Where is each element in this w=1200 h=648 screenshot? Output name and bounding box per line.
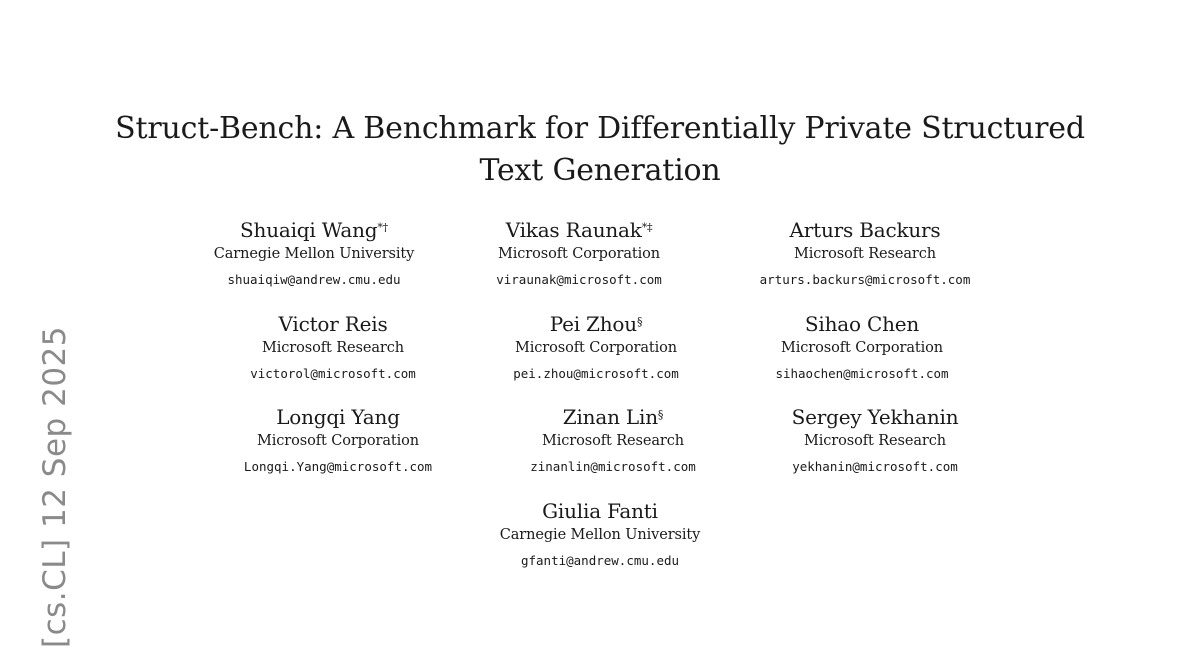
author-footnote-marks: *‡ [641, 221, 653, 234]
author-block [792, 404, 959, 482]
author-block [760, 217, 971, 295]
author-affiliation: Microsoft Research [804, 433, 946, 449]
author-email[interactable]: gfanti@andrew.cmu.edu [520, 553, 680, 568]
author-email[interactable]: arturs.backurs@microsoft.com [759, 272, 971, 287]
author-block [244, 404, 432, 482]
author-name: Sihao Chen [804, 312, 920, 336]
author-affiliation: Microsoft Research [261, 340, 404, 356]
author-name: Victor Reis [278, 312, 388, 336]
author-email[interactable]: victorol@microsoft.com [250, 366, 416, 381]
author-block [496, 217, 662, 295]
author-footnote-marks: § [636, 315, 643, 328]
author-email[interactable]: Longqi.Yang@microsoft.com [243, 459, 433, 474]
author-email[interactable]: pei.zhou@microsoft.com [513, 366, 679, 381]
author-email[interactable]: shuaiqiw@andrew.cmu.edu [227, 272, 401, 287]
author-name: Giulia Fanti [542, 499, 658, 523]
author-block [530, 404, 696, 482]
author-name: Pei Zhou§ [549, 312, 643, 336]
author-block [775, 311, 948, 389]
author-email[interactable]: yekhanin@microsoft.com [792, 459, 958, 474]
author-email[interactable]: sihaochen@microsoft.com [775, 366, 949, 381]
author-name: Shuaiqi Wang*† [240, 218, 388, 242]
author-name: Longqi Yang [276, 405, 400, 429]
author-affiliation: Microsoft Research [541, 433, 684, 449]
author-name: Zinan Lin§ [562, 405, 664, 429]
author-block [500, 498, 700, 576]
author-name: Sergey Yekhanin [791, 405, 959, 429]
author-email[interactable]: zinanlin@microsoft.com [530, 459, 696, 474]
author-block [513, 311, 679, 389]
author-affiliation: Microsoft Corporation [780, 340, 944, 356]
author-name: Arturs Backurs [789, 218, 941, 242]
author-affiliation: Microsoft Corporation [514, 340, 678, 356]
author-affiliation: Microsoft Corporation [256, 433, 420, 449]
author-affiliation: Microsoft Corporation [497, 246, 661, 262]
title-line-2: Text Generation [479, 153, 721, 188]
author-block [214, 217, 414, 295]
author-affiliation: Carnegie Mellon University [499, 527, 701, 543]
paper-title [0, 108, 1200, 192]
arxiv-stamp: [cs.CL] 12 Sep 2025 [37, 326, 73, 648]
author-affiliation: Carnegie Mellon University [213, 246, 415, 262]
author-email[interactable]: viraunak@microsoft.com [496, 272, 662, 287]
author-block [250, 311, 416, 389]
author-name: Vikas Raunak*‡ [505, 218, 653, 242]
author-affiliation: Microsoft Research [794, 246, 936, 262]
title-line-1: Struct-Bench: A Benchmark for Differentially Private Structured [115, 111, 1085, 146]
author-footnote-marks: § [657, 408, 664, 421]
author-footnote-marks: *† [377, 221, 388, 234]
